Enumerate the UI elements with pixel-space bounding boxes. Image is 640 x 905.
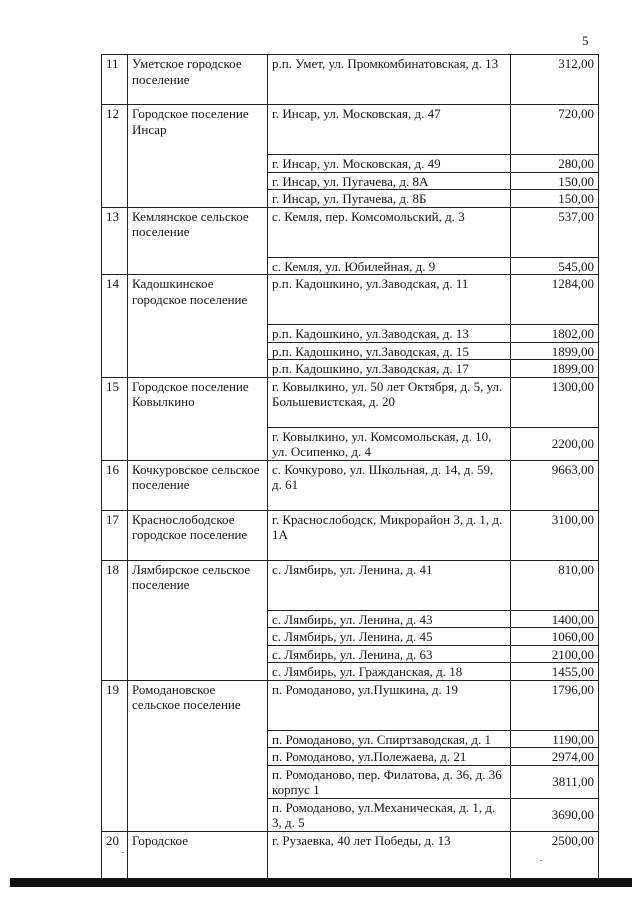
address-cell: с. Кемля, пер. Комсомольский, д. 3 [268, 207, 511, 257]
address-cell: р.п. Кадошкино, ул.Заводская, д. 13 [268, 325, 511, 343]
address-cell: г. Инсар, ул. Пугачева, д. 8Б [268, 190, 511, 208]
address-cell: с. Лямбирь, ул. Ленина, д. 41 [268, 560, 511, 610]
value-cell: 2200,00 [511, 427, 599, 460]
address-cell: р.п. Кадошкино, ул.Заводская, д. 11 [268, 275, 511, 325]
value-cell: 720,00 [511, 105, 599, 155]
settlement-name: Лямбирское сельское поселение [128, 560, 268, 680]
address-cell: г. Инсар, ул. Московская, д. 47 [268, 105, 511, 155]
row-number: 11 [102, 55, 128, 105]
value-cell: 810,00 [511, 560, 599, 610]
table-row [102, 680, 599, 730]
row-number: 15 [102, 377, 128, 460]
address-cell: с. Кочкурово, ул. Школьная, д. 14, д. 59, д. 61 [268, 460, 511, 510]
address-cell: п. Ромоданово, ул. Спиртзаводская, д. 1 [268, 730, 511, 748]
page-number: 5 [582, 33, 589, 48]
value-cell: 1190,00 [511, 730, 599, 748]
address-cell: г. Ковылкино, ул. Комсомольская, д. 10, ул. Осипенко, д. 4 [268, 427, 511, 460]
address-cell: г. Ковылкино, ул. 50 лет Октября, д. 5, ул. Большевистская, д. 20 [268, 377, 511, 427]
scan-speck [122, 852, 124, 853]
value-cell: 280,00 [511, 155, 599, 173]
value-cell: 3100,00 [511, 510, 599, 560]
row-number: 19 [102, 680, 128, 831]
address-cell: р.п. Кадошкино, ул.Заводская, д. 17 [268, 360, 511, 378]
address-cell: с. Лямбирь, ул. Ленина, д. 43 [268, 610, 511, 628]
settlement-name: Уметское городское поселение [128, 55, 268, 105]
value-cell: 537,00 [511, 207, 599, 257]
settlement-name: Ромодановское сельское поселение [128, 680, 268, 831]
address-cell: с. Лямбирь, ул. Ленина, д. 63 [268, 645, 511, 663]
value-cell: 1899,00 [511, 360, 599, 378]
value-cell: 2100,00 [511, 645, 599, 663]
table-body [102, 55, 599, 882]
row-number: 20 [102, 831, 128, 881]
address-cell: п. Ромоданово, ул.Механическая, д. 1, д. 3, д. 5 [268, 798, 511, 831]
address-cell: г. Инсар, ул. Пугачева, д. 8А [268, 172, 511, 190]
table-row [102, 460, 599, 510]
table-row [102, 105, 599, 155]
settlement-name: Краснослободское городское поселение [128, 510, 268, 560]
row-number: 13 [102, 207, 128, 275]
table-row [102, 55, 599, 105]
address-cell: р.п. Кадошкино, ул.Заводская, д. 15 [268, 342, 511, 360]
value-cell: 1796,00 [511, 680, 599, 730]
settlement-name: Кадошкинское городское поселение [128, 275, 268, 378]
table-row [102, 510, 599, 560]
address-cell: п. Ромоданово, ул.Пушкина, д. 19 [268, 680, 511, 730]
address-cell: п. Ромоданово, пер. Филатова, д. 36, д. 36 корпус 1 [268, 765, 511, 798]
address-cell: с. Лямбирь, ул. Гражданская, д. 18 [268, 663, 511, 681]
value-cell: 312,00 [511, 55, 599, 105]
settlement-name: Городское поселение Инсар [128, 105, 268, 208]
address-cell: г. Рузаевка, 40 лет Победы, д. 13 [268, 831, 511, 881]
value-cell: 2974,00 [511, 748, 599, 766]
value-cell: 545,00 [511, 257, 599, 275]
table-row [102, 560, 599, 610]
value-cell: 150,00 [511, 172, 599, 190]
settlements-table [101, 54, 599, 882]
value-cell: 3690,00 [511, 798, 599, 831]
value-cell: 1802,00 [511, 325, 599, 343]
row-number: 16 [102, 460, 128, 510]
address-cell: с. Лямбирь, ул. Ленина, д. 45 [268, 628, 511, 646]
scan-speck [540, 860, 542, 861]
address-cell: с. Кемля, ул. Юбилейная, д. 9 [268, 257, 511, 275]
value-cell: 1060,00 [511, 628, 599, 646]
value-cell: 1455,00 [511, 663, 599, 681]
table-row [102, 275, 599, 325]
value-cell: 1300,00 [511, 377, 599, 427]
settlement-name: Кемлянское сельское поселение [128, 207, 268, 275]
settlement-name: Городское поселение Ковылкино [128, 377, 268, 460]
value-cell: 1400,00 [511, 610, 599, 628]
row-number: 17 [102, 510, 128, 560]
value-cell: 2500,00 [511, 831, 599, 881]
address-cell: г. Инсар, ул. Московская, д. 49 [268, 155, 511, 173]
address-cell: п. Ромоданово, ул.Полежаева, д. 21 [268, 748, 511, 766]
table-row [102, 831, 599, 881]
value-cell: 3811,00 [511, 765, 599, 798]
address-cell: р.п. Умет, ул. Промкомбинатовская, д. 13 [268, 55, 511, 105]
table-row [102, 207, 599, 257]
value-cell: 9663,00 [511, 460, 599, 510]
row-number: 14 [102, 275, 128, 378]
value-cell: 1284,00 [511, 275, 599, 325]
table-row [102, 377, 599, 427]
address-cell: г. Краснослободск, Микрорайон 3, д. 1, д. 1А [268, 510, 511, 560]
value-cell: 1899,00 [511, 342, 599, 360]
settlement-name: Городское [128, 831, 268, 881]
row-number: 12 [102, 105, 128, 208]
page-bottom-edge [10, 878, 632, 887]
settlement-name: Кочкуровское сельское поселение [128, 460, 268, 510]
row-number: 18 [102, 560, 128, 680]
value-cell: 150,00 [511, 190, 599, 208]
